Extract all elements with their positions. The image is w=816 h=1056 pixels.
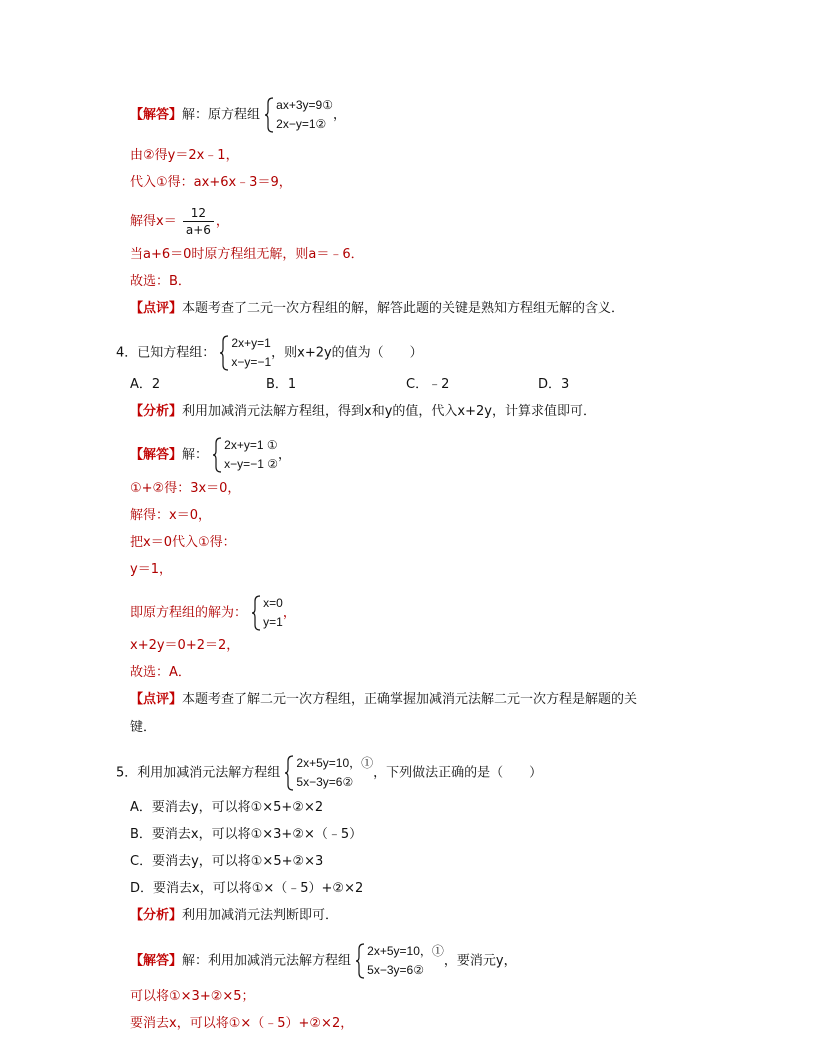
option-d[interactable]: D．3 <box>538 377 570 392</box>
solution-tag: 【解答】 <box>130 447 183 463</box>
q5-option-a[interactable]: A．要消去y，可以将①×5+②×2 <box>130 800 324 815</box>
equation-system: 2x+y=1 ① x−y=−1 ② <box>212 436 278 474</box>
q3-comment: 【点评】本题考查了二元一次方程组的解，解答此题的关键是熟知方程组无解的含义． <box>130 301 625 316</box>
comment-tag: 【点评】 <box>130 692 183 707</box>
q3-solution-line: 【解答】解：原方程组 ax+3y=9① 2x−y=1② ， <box>130 96 346 120</box>
q3-step-4: 当a+6＝0时原方程组无解，则a＝﹣6． <box>130 247 364 262</box>
q3-step-2: 代入①得：ax+6x﹣3＝9， <box>130 175 292 190</box>
q4-analysis: 【分析】利用加减消元法解方程组，得到x和y的值，代入x+2y，计算求值即可． <box>130 404 596 419</box>
brace-icon <box>284 755 294 791</box>
q4-step-1: ①+②得：3x＝0， <box>130 481 241 496</box>
q4-options <box>130 373 690 397</box>
q3-step-1: 由②得y＝2x﹣1， <box>130 148 239 163</box>
equation-system: x=0 y=1 <box>251 594 283 632</box>
equation-system: 2x+5y=10，① 5x−3y=6② <box>284 754 373 792</box>
q5-solution-line: 【解答】解：利用加减消元法解方程组 2x+5y=10，① 5x−3y=6② ，要消元y， <box>130 942 517 966</box>
brace-icon <box>264 97 274 133</box>
comment-tag: 【点评】 <box>130 301 183 316</box>
q3-answer: 故选：B． <box>130 274 191 289</box>
brace-icon <box>355 943 365 979</box>
q5-step-2: 要消去x，可以将①×（﹣5）+②×2， <box>130 1016 354 1031</box>
fraction: $\frac{12}{a+6}$ <box>183 205 214 238</box>
q5-option-c[interactable]: C．要消去y，可以将①×5+②×3 <box>130 854 324 869</box>
q4-solution-line: 【解答】解： 2x+y=1 ① x−y=−1 ② ， <box>130 436 291 460</box>
equation-system: ax+3y=9① 2x−y=1② <box>264 96 333 134</box>
q5-option-b[interactable]: B．要消去x，可以将①×3+②×（﹣5） <box>130 827 363 842</box>
brace-icon <box>219 335 229 371</box>
q4-comment: 【点评】本题考查了解二元一次方程组，正确掌握加减消元法解二元一次方程是解题的关 <box>130 692 638 707</box>
brace-icon <box>212 437 222 473</box>
q5-analysis: 【分析】利用加减消元法判断即可． <box>130 908 339 923</box>
brace-icon <box>251 595 261 631</box>
equation-system: 2x+5y=10，① 5x−3y=6② <box>355 942 444 980</box>
option-a[interactable]: A．2 <box>130 377 161 392</box>
q4-stem: 4．已知方程组： 2x+y=1 x−y=−1 ，则x+2y的值为（ ） <box>116 334 423 358</box>
q4-result: 即原方程组的解为： x=0 y=1 ， <box>130 594 296 618</box>
equation-system: 2x+y=1 x−y=−1 <box>219 334 271 372</box>
q5-stem: 5．利用加减消元法解方程组 2x+5y=10，① 5x−3y=6② ，下列做法正确的是（ ） <box>116 754 542 778</box>
q4-step-2: 解得：x＝0， <box>130 508 211 523</box>
analysis-tag: 【分析】 <box>130 908 183 923</box>
q3-step-3: 解得x＝ $\frac{12}{a+6}$ ， <box>130 206 229 237</box>
q5-option-d[interactable]: D．要消去x，可以将①×（﹣5）+②×2 <box>130 881 364 896</box>
q4-comment-cont: 键． <box>130 720 157 735</box>
option-c[interactable]: C．﹣2 <box>406 377 450 392</box>
q4-answer: 故选：A． <box>130 665 191 680</box>
q4-step-4: y＝1， <box>130 562 172 577</box>
solution-tag: 【解答】 <box>130 953 183 969</box>
q4-step-6: x+2y＝0+2＝2， <box>130 638 240 653</box>
solution-tag: 【解答】 <box>130 107 183 123</box>
q4-step-3: 把x＝0代入①得： <box>130 535 236 550</box>
option-b[interactable]: B．1 <box>266 377 297 392</box>
q5-step-1: 可以将①×3+②×5； <box>130 989 255 1004</box>
analysis-tag: 【分析】 <box>130 404 183 419</box>
